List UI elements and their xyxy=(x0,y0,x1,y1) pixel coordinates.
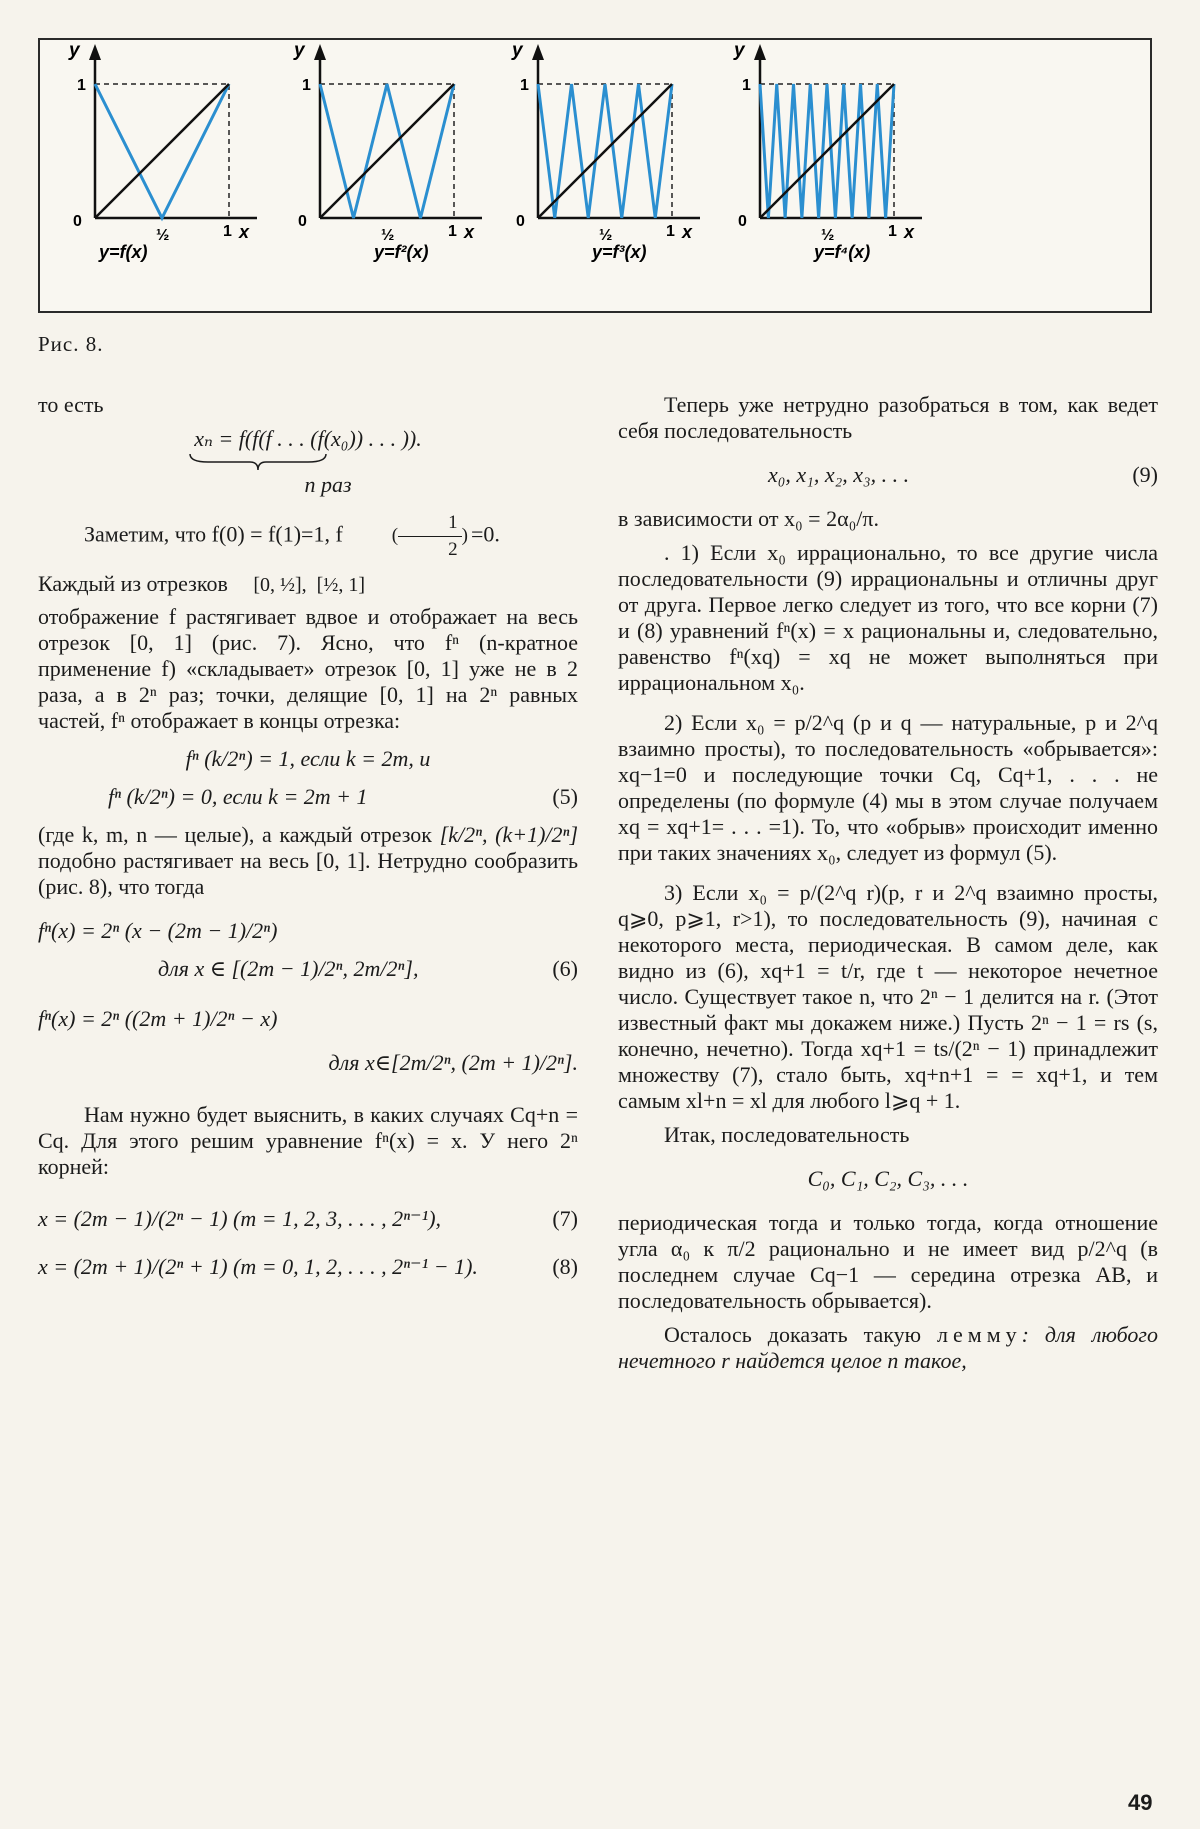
x-tick-half: ½ xyxy=(599,227,613,244)
underbrace-label: n раз xyxy=(304,472,352,497)
text-lemma xyxy=(618,1322,1158,1374)
text-case-2: 2) Если x₀ = p/2^q (p и q — натуральные, p и 2^q взаимно просты), то последовательность «обрывается»: xq−1=0 и последующие точки Cq, Cq+1, . . . не определены (по формуле (4) мы в этом случае получаем xq = xq+1= . . . =1). То, что «обрыв» происходит именно при таких значениях x₀, следует из формул (5). xyxy=(618,710,1158,865)
equation-number-7: (7) xyxy=(552,1206,578,1231)
figure-caption: Рис. 8. xyxy=(38,332,104,356)
equation-9 xyxy=(618,462,1158,488)
text-lemma-word: лемму xyxy=(937,1322,1022,1347)
figure-8 xyxy=(38,38,1152,313)
left-column xyxy=(38,392,578,1292)
x-axis-label: x xyxy=(682,222,693,242)
equation-6b xyxy=(38,956,578,982)
origin-label: 0 xyxy=(516,213,525,230)
equation-7-text: x = (2m − 1)/(2ⁿ − 1) (m = 1, 2, 3, . . . , 2ⁿ⁻¹), xyxy=(38,1206,442,1231)
equation-6a: fⁿ(x) = 2ⁿ (x − (2m − 1)/2ⁿ) xyxy=(38,918,278,943)
figure-panels xyxy=(40,40,1150,311)
diagonal-line xyxy=(320,84,454,218)
text-segments xyxy=(38,571,578,734)
equation-iterate xyxy=(38,426,578,498)
text-integers-a: (где k, m, n — целые), а каждый отрезок xyxy=(38,822,432,847)
segment-k: [k/2ⁿ, (k+1)/2ⁿ] xyxy=(439,822,579,847)
underbrace xyxy=(188,452,328,472)
x-tick-half: ½ xyxy=(821,227,835,244)
equation-6b-text: для x ∈ [(2m − 1)/2ⁿ, 2m/2ⁿ], xyxy=(158,956,419,981)
x-tick-one: 1 xyxy=(448,223,457,240)
text-f-values xyxy=(38,510,578,563)
equation-7 xyxy=(38,1206,578,1232)
equation-9-text: x₀, x₁, x₂, x₃, . . . xyxy=(768,462,910,487)
panel-1 xyxy=(68,40,257,262)
x-axis-label: x xyxy=(239,222,250,242)
equation-number-8: (8) xyxy=(552,1254,578,1279)
right-column xyxy=(618,392,1158,1382)
text-segments-a: Каждый из отрезков xyxy=(38,571,228,596)
equation-5a: fⁿ (k/2ⁿ) = 1, если k = 2m, и xyxy=(185,746,431,771)
text-dependence: в зависимости от x₀ = 2α₀/π. xyxy=(618,506,879,531)
panel-2 xyxy=(293,40,482,262)
equation-6d: для x∈[2m/2ⁿ, (2m + 1)/2ⁿ]. xyxy=(328,1050,578,1075)
origin-label: 0 xyxy=(738,213,747,230)
y-axis-label: y xyxy=(512,40,523,61)
panel-label: y=f⁴(x) xyxy=(814,242,871,262)
x-tick-one: 1 xyxy=(666,223,675,240)
equation-number-9: (9) xyxy=(1132,462,1158,487)
text-f-values-a: Заметим, что f(0) = f(1)=1, f xyxy=(84,521,343,547)
text-integers-b: подобно растягивает на весь [0, 1]. Нетрудно сообразить (рис. 8), что тогда xyxy=(38,848,578,899)
equation-number-5: (5) xyxy=(552,784,578,809)
text-f-values-b: =0. xyxy=(470,521,500,547)
x-tick-half: ½ xyxy=(156,227,170,244)
y-axis-arrow xyxy=(314,44,326,60)
origin-label: 0 xyxy=(298,213,307,230)
panel-3 xyxy=(511,40,700,262)
panel-label: y=f²(x) xyxy=(374,242,429,262)
equation-5b-text: = 0, если k = 2m + 1 xyxy=(180,784,368,809)
text-case-1: . 1) Если x₀ иррационально, то все другие числа последовательности (9) иррациональны и отличны друг от друга. Первое легко следует из того, что все корни (7) и (8) уравнений fⁿ(x) = x рациональны и, следовательно, равенство fⁿ(xq) = xq не может выполняться при иррациональном x₀. xyxy=(618,540,1158,695)
x-axis-label: x xyxy=(464,222,475,242)
text-so: Итак, последовательность xyxy=(664,1122,910,1147)
equation-8-text: x = (2m + 1)/(2ⁿ + 1) (m = 0, 1, 2, . . . , 2ⁿ⁻¹ − 1). xyxy=(38,1254,478,1279)
y-axis-arrow xyxy=(89,44,101,60)
text-integers xyxy=(38,822,578,900)
equation-6c: fⁿ(x) = 2ⁿ ((2m + 1)/2ⁿ − x) xyxy=(38,1006,278,1031)
text-lemma-c: : для любого нечетного r найдется целое n такое, xyxy=(618,1322,1159,1373)
text-sequence-intro: Теперь уже нетрудно разобраться в том, как ведет себя последовательность xyxy=(618,392,1158,443)
equation-iterate-text: xₙ = f(f(f . . . (f(x₀)) . . . )). xyxy=(194,426,422,451)
equation-5b: fⁿ (k/2ⁿ) = 0, если k = 2m + 1 (5) xyxy=(108,784,578,809)
y-tick-one: 1 xyxy=(77,77,86,94)
y-tick-one: 1 xyxy=(302,77,311,94)
text-intro: то есть xyxy=(38,392,104,417)
equation-number-6: (6) xyxy=(552,956,578,981)
x-tick-one: 1 xyxy=(223,223,232,240)
page-number: 49 xyxy=(1128,1790,1153,1815)
y-axis-arrow xyxy=(532,44,544,60)
fraction-half: ( $\frac{1}{2}$ ) xyxy=(391,512,468,560)
y-axis-label: y xyxy=(734,40,745,61)
diagonal-line xyxy=(95,84,229,218)
text-periodic: периодическая тогда и только тогда, когда отношение угла α₀ к π/2 рационально и не имеет вид p/2^q (в последнем случае Cq−1 — середина отрезка AB, и последовательность обрывается). xyxy=(618,1210,1158,1313)
text-case-3: 3) Если x₀ = p/(2^q r)(p, r и 2^q взаимно просты, q⩾0, p⩾1, r>1), то последовательность (9), начиная с некоторого места, периодическая. В самом деле, как видно из (6), xq+1 = t/r, где t — некоторое нечетное число. Существует такое n, что 2ⁿ − 1 делится на r. (Этот известный факт мы докажем ниже.) Пусть 2ⁿ − 1 = rs (s, конечно, нечетно). Тогда xq+1 = ts/(2ⁿ − 1) принадлежит множеству (7), стало быть, xq+n+1 = = xq+1, и тем самым xl+n = xl для любого l⩾q + 1. xyxy=(618,880,1158,1113)
panel-label: y=f(x) xyxy=(99,242,148,262)
y-axis-arrow xyxy=(754,44,766,60)
y-axis-label: y xyxy=(294,40,305,61)
y-tick-one: 1 xyxy=(742,77,751,94)
text-roots: Нам нужно будет выяснить, в каких случаях Cq+n = Cq. Для этого решим уравнение fⁿ(x) = x. У него 2ⁿ корней: xyxy=(38,1102,578,1179)
text-lemma-a: Осталось доказать такую xyxy=(664,1322,922,1347)
x-axis-label: x xyxy=(904,222,915,242)
y-axis-label: y xyxy=(69,40,80,61)
panel-4 xyxy=(733,40,922,262)
x-tick-half: ½ xyxy=(381,227,395,244)
text-segments-b: отображение f растягивает вдвое и отображает на весь отрезок [0, 1] (рис. 7). Ясно, что fⁿ (n-кратное применение f) «складывает» отрезок [0, 1] уже не в 2 раза, а в 2ⁿ раз; точки, делящие [0, 1] на 2ⁿ равных частей, fⁿ отображает в концы отрезка: xyxy=(38,604,578,733)
equation-8 xyxy=(38,1254,578,1280)
equation-5a-text: = 1, если k = 2m, и xyxy=(258,746,431,771)
segment-intervals: [0, ½], [½, 1] xyxy=(253,574,365,596)
equation-c-sequence: C₀, C₁, C₂, C₃, . . . xyxy=(807,1166,969,1191)
x-tick-one: 1 xyxy=(888,223,897,240)
origin-label: 0 xyxy=(73,213,82,230)
y-tick-one: 1 xyxy=(520,77,529,94)
panel-label: y=f³(x) xyxy=(592,242,647,262)
